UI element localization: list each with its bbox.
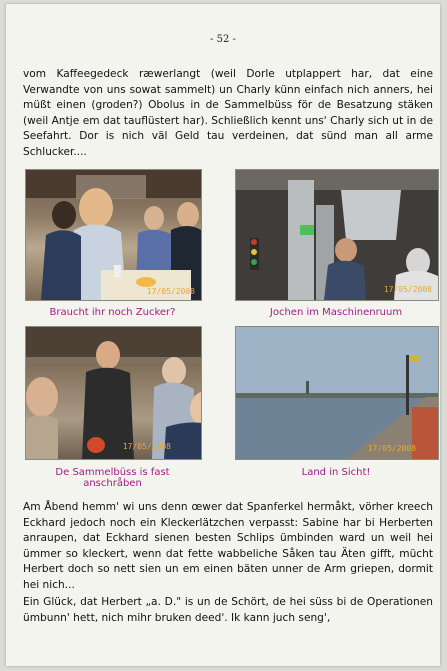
paragraph-3: Ein Glück, dat Herbert „a. D." is un de Schört, de hei süss bi de Operationen ümbunn' hett, nich mihr bruken deed'. Ik kann juch seng', (23, 596, 433, 624)
photo-coffee-table (25, 169, 202, 301)
photo-engine-room (235, 169, 439, 301)
photo-date-stamp: 17/05/2008 (122, 442, 171, 451)
photo-collection-box-image (26, 327, 201, 459)
page-number: - 52 - (210, 34, 236, 45)
photo-caption: Land in Sicht! (301, 467, 371, 478)
photo-land-in-sight (235, 326, 439, 460)
photo-date-stamp: 17/05/2008 (383, 285, 432, 294)
photo-land-in-sight-image (236, 327, 438, 459)
paragraph-2: Am Åbend hemm' wi uns denn œwer dat Spanferkel hermåkt, vörher kreech Eckhard jedoch noch ein Kleckerlätzchen verpasst: Sabine har bi Herberten anraupen, dat Eckhard sienen besten Schlips ümbinden ward un weil hei ümmer so kleckert, wenn dat fette wabbeliche Såken tau Äten gifft, mücht Herbert doch so nett sien un em einen bäten unner de Arm griepen, dormit hei nich... (23, 501, 433, 591)
photo-engine-room-image (236, 170, 438, 300)
photo-collection-box (25, 326, 202, 460)
paragraph-1: vom Kaffeegedeck ræwerlangt (weil Dorle utplappert har, dat eine Verwandte von uns sowat sammelt) un Charly künn einfach nich anners, hei müßt einen (groden?) Obolus in de Sammelbüss för de Besatzung stäken (weil Antje em dat tauflüstert har). Schließlich kennt uns' Charly sich ut in de Seefahrt. Dor is nich väl Geld tau verdeinen, dat sünd man all arme Schlucker.... (23, 68, 433, 158)
photo-coffee-table-image (26, 170, 201, 300)
photo-caption: Braucht ihr noch Zucker? (49, 307, 176, 318)
photo-caption: De Sammelbüss is fast anschråben (55, 467, 170, 489)
photo-date-stamp: 17/05/2008 (367, 444, 416, 453)
document-page (6, 4, 440, 666)
photo-caption: Jochen im Maschinenruum (269, 307, 403, 318)
photo-date-stamp: 17/05/2008 (146, 287, 195, 296)
